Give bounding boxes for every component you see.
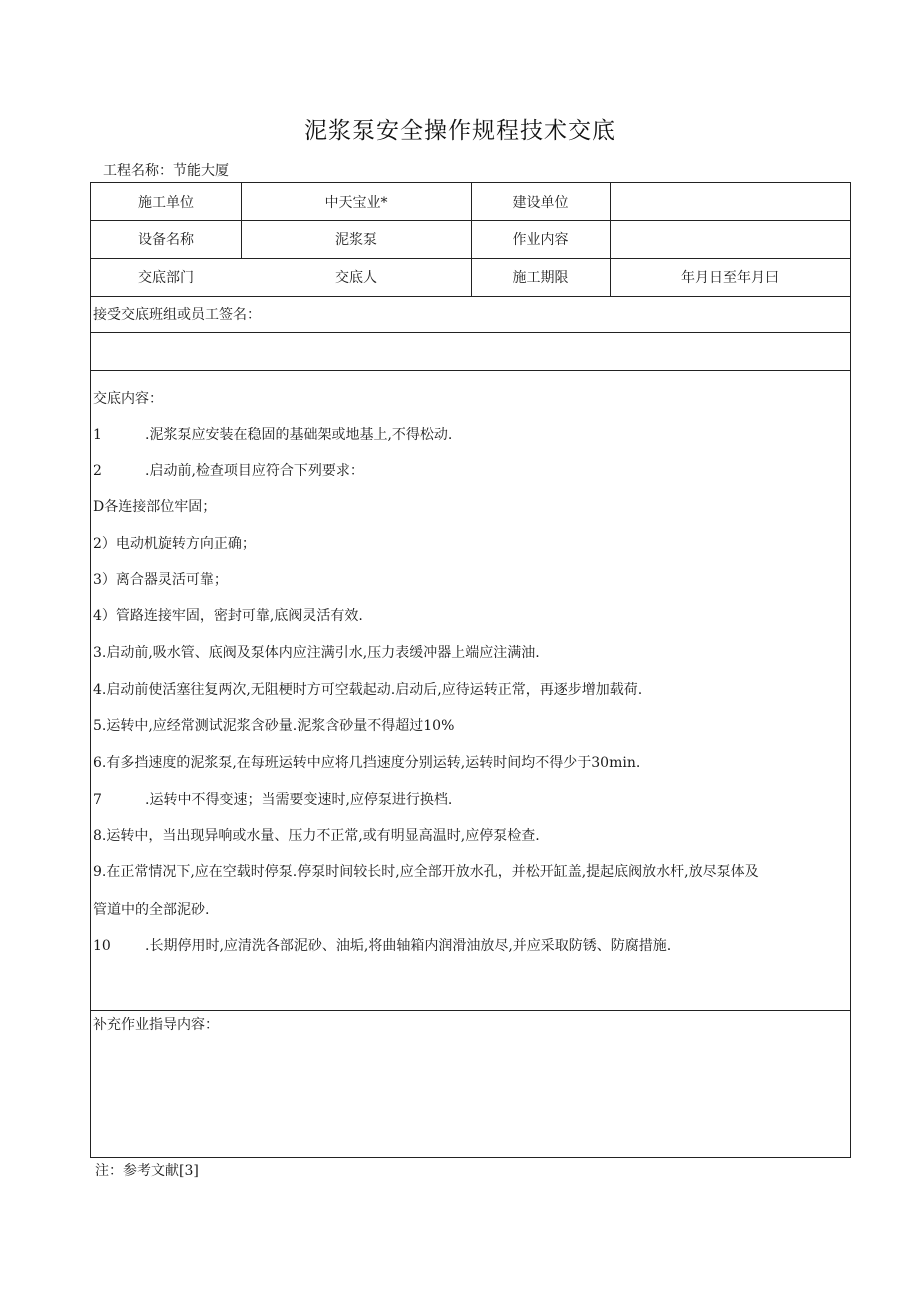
item-number: 1 — [93, 427, 102, 443]
construction-unit-label: 施工单位 — [138, 194, 194, 211]
item-number: 2 — [93, 463, 102, 479]
content-item: 管道中的全部泥砂. — [93, 902, 210, 918]
project-name: 工程名称：节能大厦 — [103, 163, 229, 179]
row-divider — [91, 370, 850, 371]
supplement-label: 补充作业指导内容： — [93, 1017, 219, 1033]
content-item: 3.启动前,吸水管、底阀及泵体内应注满引水,压力表缓冲器上端应注满油. — [93, 645, 540, 661]
period-value: 年月日至年月曰 — [681, 270, 779, 286]
content-item — [93, 424, 452, 444]
owner-unit-value — [610, 183, 850, 220]
item-text: .运转中不得变速；当需要变速时,应停泵进行换档. — [145, 792, 453, 808]
disclosure-form — [90, 182, 851, 1158]
content-item — [93, 789, 452, 809]
content-item: 2）电动机旋转方向正确； — [93, 536, 256, 552]
content-item: 9.在正常情况下,应在空载时停泵.停泵时间较长时,应全部开放水孔，并松开缸盖,提起底阀放水杆,放尽泵体及 — [93, 864, 759, 880]
equipment-name-value: 泥浆泵 — [335, 232, 377, 248]
content-item: 3）离合器灵活可靠； — [93, 572, 228, 588]
period-label: 施工期限 — [512, 270, 569, 286]
discloser-label: 交底人 — [335, 270, 377, 286]
item-number: 10 — [93, 938, 111, 954]
department-label: 交底部门 — [138, 270, 194, 286]
construction-unit-value: 中天宝业* — [324, 194, 388, 211]
content-item: 8.运转中，当出现异响或水量、压力不正常,或有明显高温时,应停泵检查. — [93, 828, 540, 844]
work-content-label: 作业内容 — [512, 232, 569, 248]
content-item: D各连接部位牢固； — [93, 499, 217, 515]
content-item: 4）管路连接牢固，密封可靠,底阀灵活有效. — [93, 608, 363, 624]
content-item: 4.启动前使活塞往复两次,无阻梗时方可空载起动.启动后,应待运转正常，再逐步增加载荷. — [93, 682, 643, 698]
content-item: 5.运转中,应经常测试泥浆含砂量.泥浆含砂量不得超过10% — [93, 718, 455, 734]
item-number: 7 — [93, 792, 102, 808]
content-item: 6.有多挡速度的泥浆泵,在每班运转中应将几挡速度分别运转,运转时间均不得少于30min. — [93, 755, 641, 771]
content-label: 交底内容： — [93, 391, 163, 407]
item-text: .泥浆泵应安装在稳固的基础架或地基上,不得松动. — [145, 427, 453, 443]
item-text: .长期停用时,应清洗各部泥砂、油垢,将曲轴箱内润滑油放尽,并应采取防锈、防腐措施. — [145, 938, 672, 954]
content-item — [93, 935, 671, 955]
footnote: 注：参考文献[3] — [95, 1163, 199, 1179]
item-text: .启动前,检查项目应符合下列要求： — [145, 463, 364, 479]
content-item — [93, 460, 364, 480]
work-content-value — [610, 220, 850, 258]
signature-field[interactable] — [93, 332, 833, 370]
owner-unit-label: 建设单位 — [512, 194, 569, 211]
equipment-name-label: 设备名称 — [138, 232, 194, 248]
page-title: 泥浆泵安全操作规程技术交底 — [304, 118, 616, 144]
signature-label: 接受交底班组或员工签名： — [93, 307, 261, 323]
row-divider — [91, 1010, 850, 1011]
